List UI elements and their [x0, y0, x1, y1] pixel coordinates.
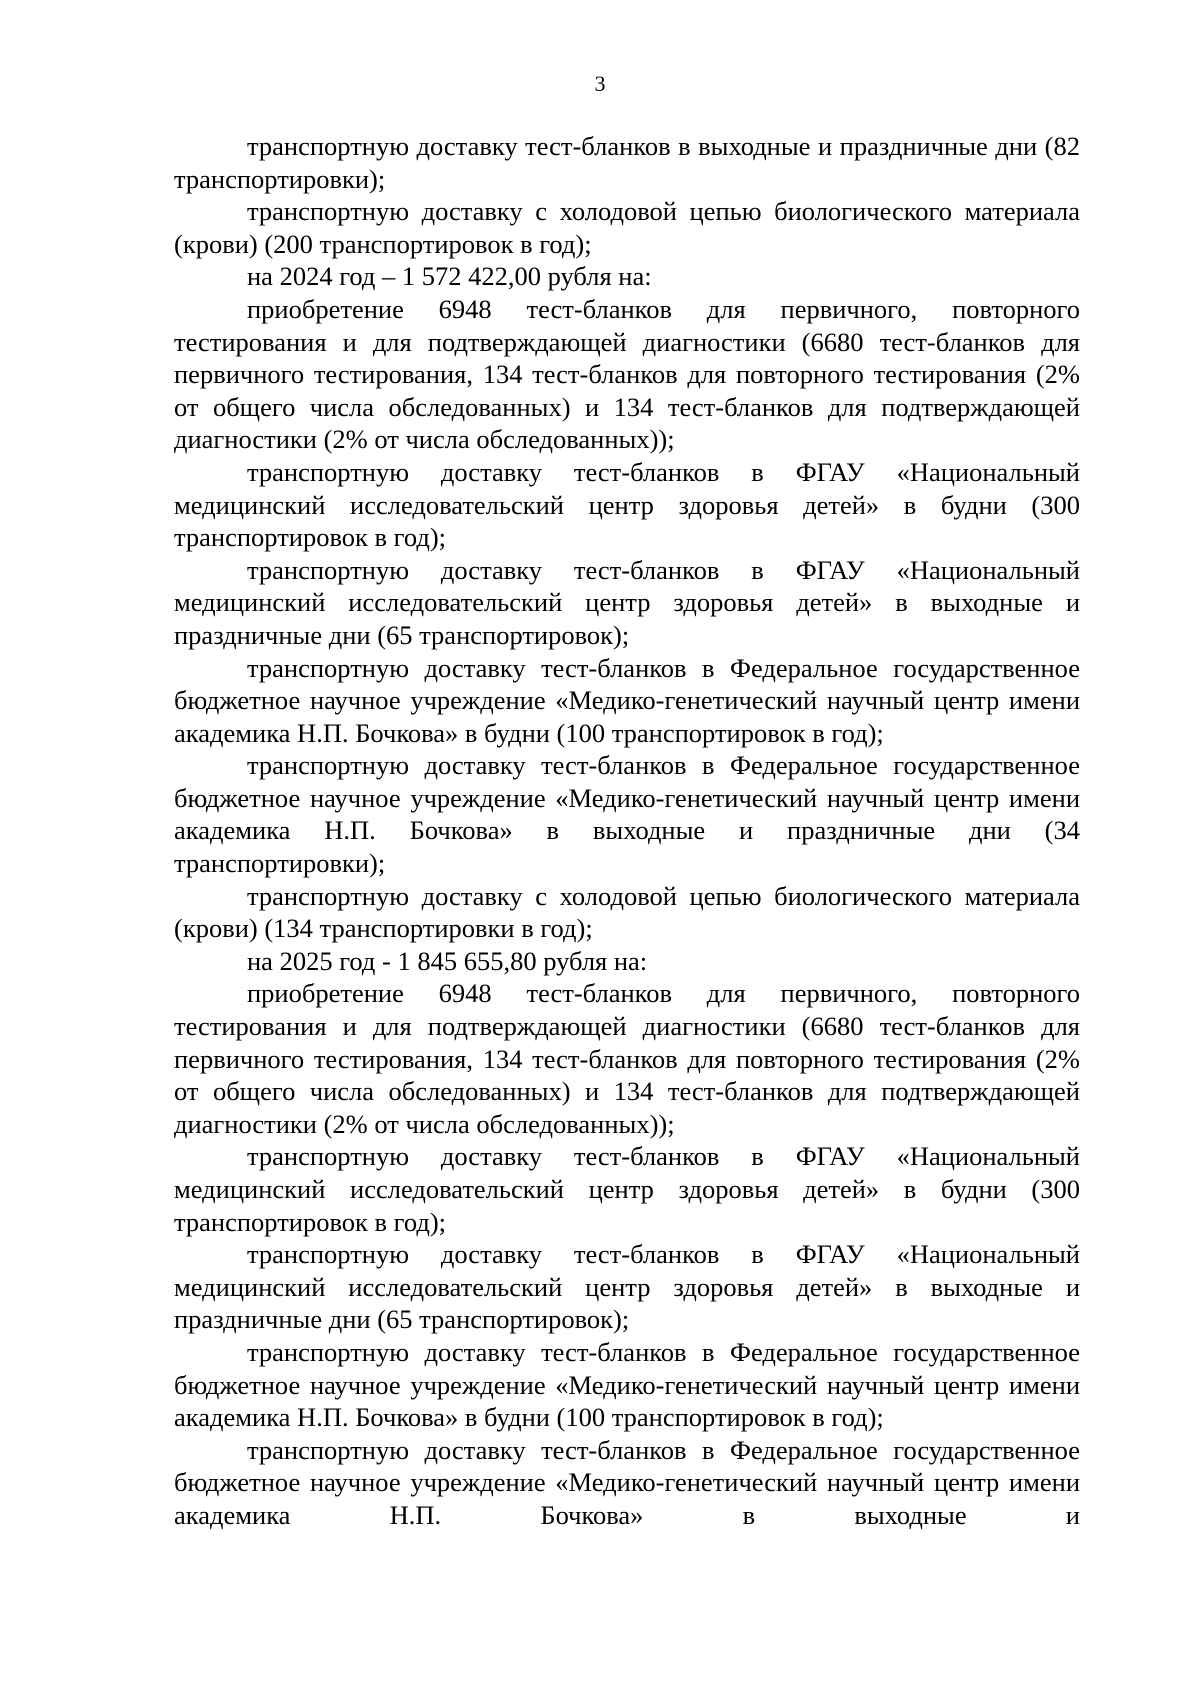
paragraph: транспортную доставку с холодовой цепью биологического материала (крови) (200 транспортировок в год);	[174, 196, 1080, 259]
paragraph: транспортную доставку тест-бланков в ФГАУ «Национальный медицинский исследовательский центр здоровья детей» в выходные и праздничные дни (65 транспортировок);	[174, 554, 1080, 650]
paragraph: на 2025 год - 1 845 655,80 рубля на:	[247, 945, 648, 976]
paragraph: на 2024 год – 1 572 422,00 рубля на:	[247, 261, 652, 292]
document-body	[174, 130, 1080, 1532]
paragraph: транспортную доставку тест-бланков в Федеральное государственное бюджетное научное учреждение «Медико-генетический научный центр имени академика Н.П. Бочкова» в выходные и	[174, 1434, 1080, 1530]
paragraph: приобретение 6948 тест-бланков для первичного, повторного тестирования и для подтверждающей диагностики (6680 тест-бланков для первичного тестирования, 134 тест-бланков для повторного тестирования (2% от общего числа обследованных) и 134 тест-бланков для подтверждающей диагностики (2% от числа обследованных));	[174, 978, 1080, 1139]
paragraph: транспортную доставку тест-бланков в ФГАУ «Национальный медицинский исследовательский центр здоровья детей» в будни (300 транспортировок в год);	[174, 1141, 1080, 1237]
paragraph: транспортную доставку тест-бланков в ФГАУ «Национальный медицинский исследовательский центр здоровья детей» в выходные и праздничные дни (65 транспортировок);	[174, 1239, 1080, 1335]
paragraph: транспортную доставку тест-бланков в Федеральное государственное бюджетное научное учреждение «Медико-генетический научный центр имени академика Н.П. Бочкова» в выходные и праздничные дни (34 транспортировки);	[174, 750, 1080, 879]
paragraph: приобретение 6948 тест-бланков для первичного, повторного тестирования и для подтверждающей диагностики (6680 тест-бланков для первичного тестирования, 134 тест-бланков для повторного тестирования (2% от общего числа обследованных) и 134 тест-бланков для подтверждающей диагностики (2% от числа обследованных));	[174, 293, 1080, 455]
paragraph: транспортную доставку тест-бланков в ФГАУ «Национальный медицинский исследовательский центр здоровья детей» в будни (300 транспортировок в год);	[174, 456, 1080, 553]
paragraph: транспортную доставку тест-бланков в выходные и праздничные дни (82 транспортировки);	[174, 131, 1080, 194]
paragraph: транспортную доставку тест-бланков в Федеральное государственное бюджетное научное учреждение «Медико-генетический научный центр имени академика Н.П. Бочкова» в будни (100 транспортировок в год);	[174, 1336, 1080, 1433]
paragraph: транспортную доставку с холодовой цепью биологического материала (крови) (134 транспортировки в год);	[174, 880, 1080, 944]
paragraph: транспортную доставку тест-бланков в Федеральное государственное бюджетное научное учреждение «Медико-генетический научный центр имени академика Н.П. Бочкова» в будни (100 транспортировок в год);	[174, 652, 1080, 748]
page-number: 3	[594, 71, 606, 96]
